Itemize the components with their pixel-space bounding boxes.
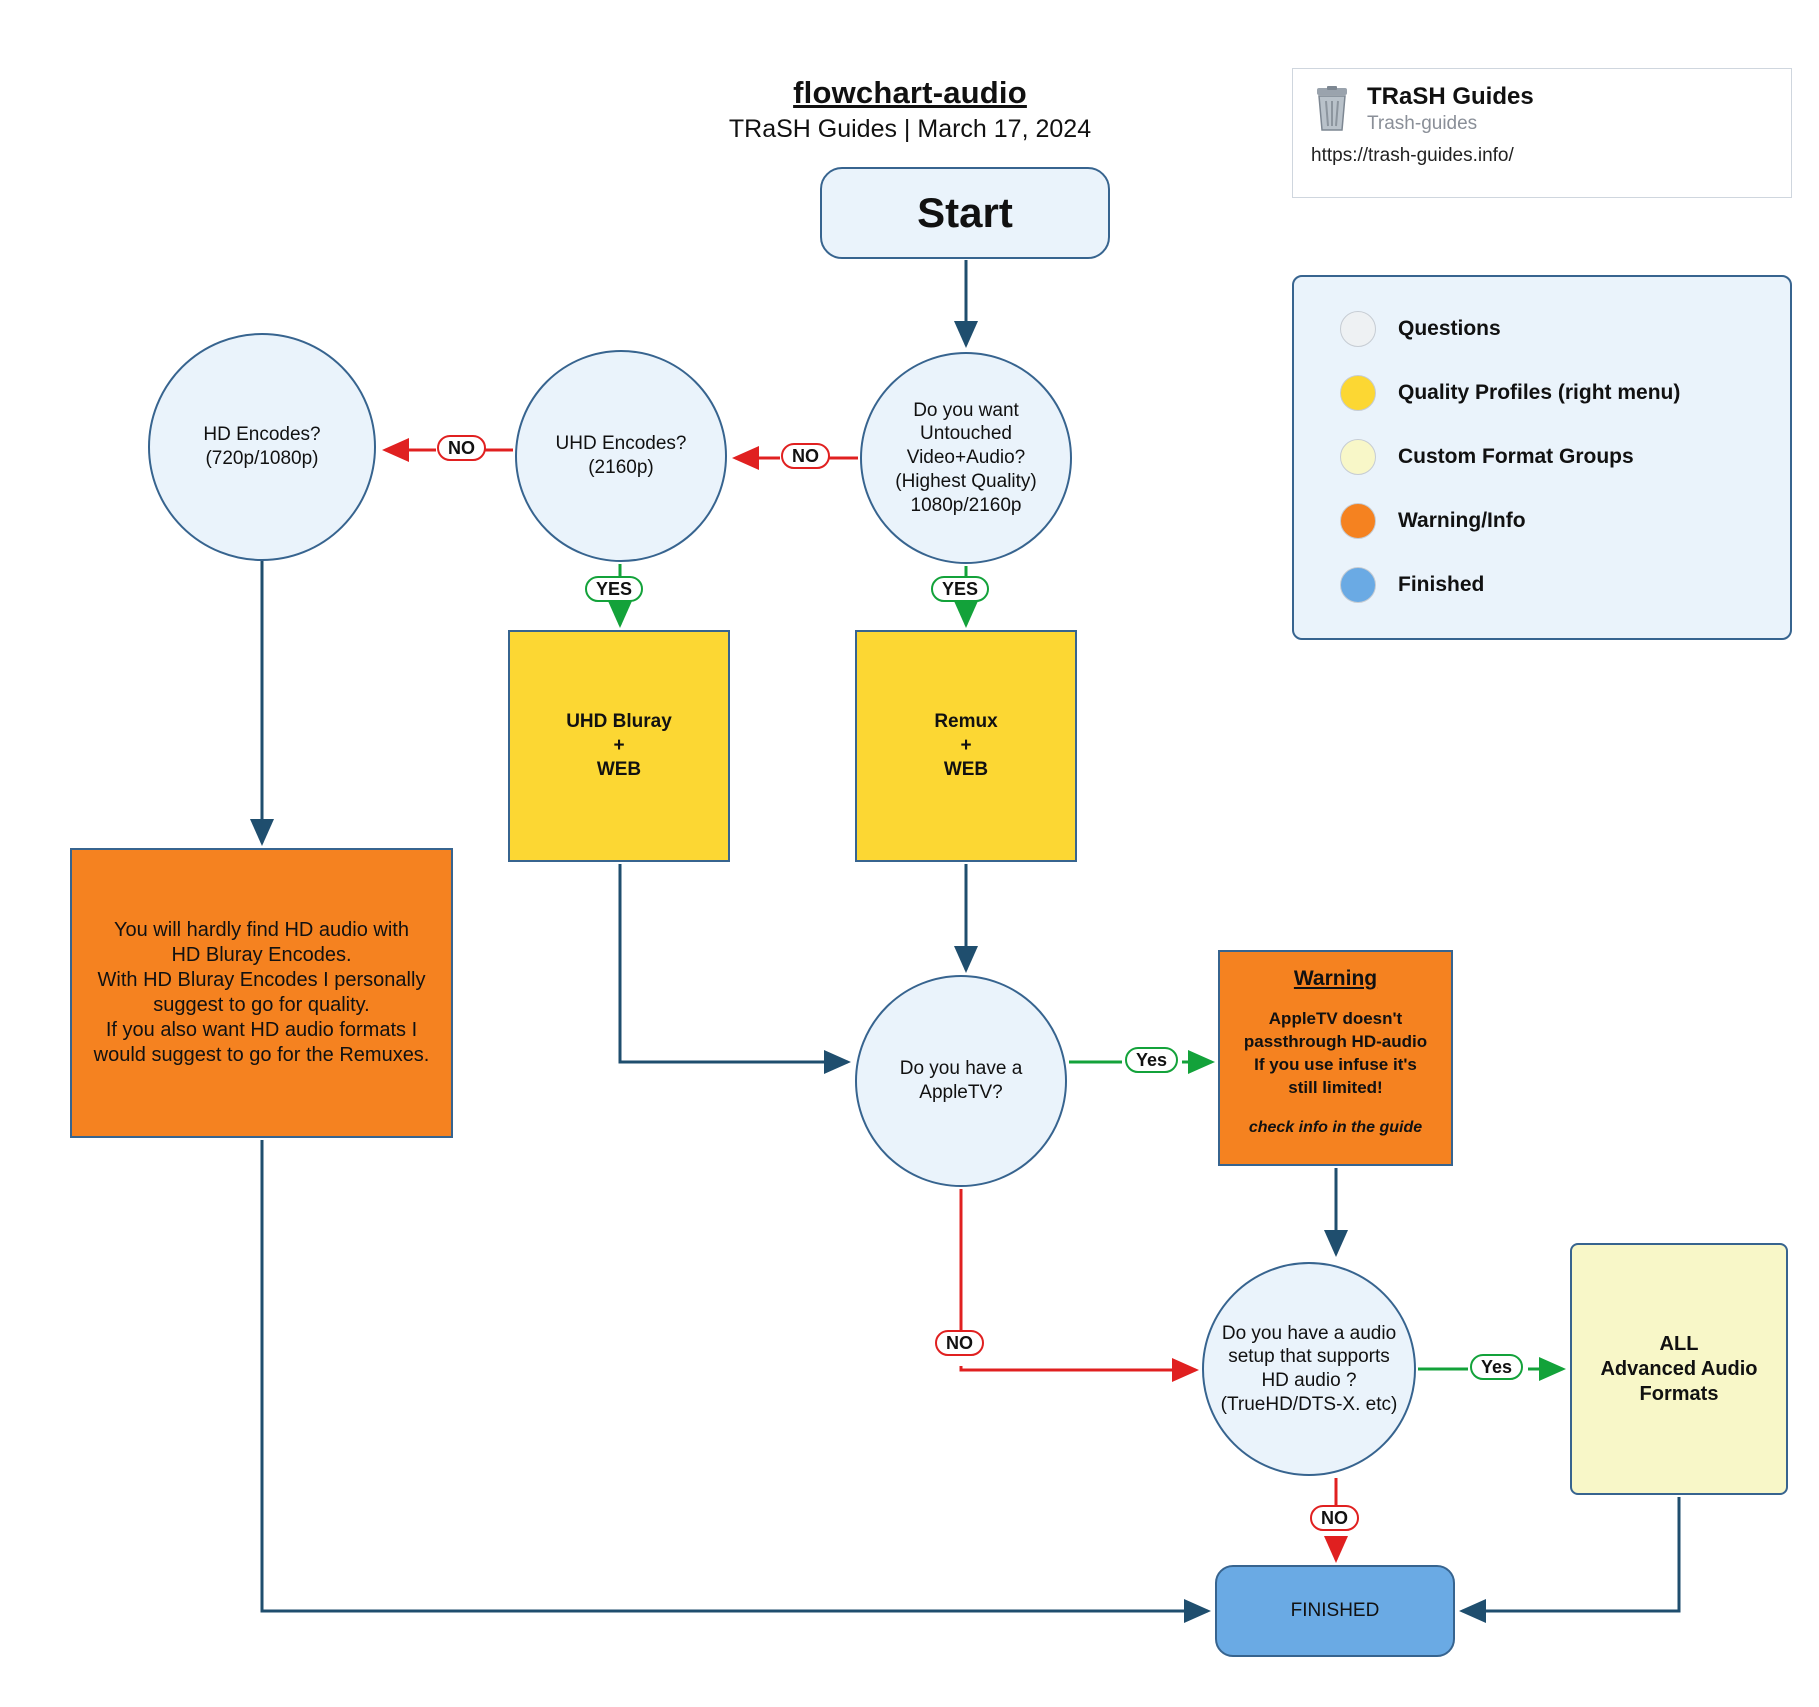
guides-subtitle: Trash-guides bbox=[1367, 113, 1478, 134]
node-profile-uhd-bluray-label: UHD Bluray + WEB bbox=[566, 711, 672, 780]
node-group-all-advanced-audio bbox=[1570, 1243, 1788, 1495]
legend-label-finished: Finished bbox=[1398, 573, 1485, 596]
legend-item-finished bbox=[1340, 567, 1790, 603]
page-title: flowchart-audio bbox=[793, 75, 1027, 110]
edge-label-yes-untouched: YES bbox=[931, 576, 989, 602]
node-warning-title: Warning bbox=[1293, 967, 1378, 990]
edge-label-yes-uhd: YES bbox=[585, 576, 643, 602]
node-question-appletv-label: Do you have a AppleTV? bbox=[899, 1058, 1023, 1103]
node-question-uhd-encodes-label: UHD Encodes? (2160p) bbox=[555, 433, 687, 478]
node-profile-uhd-bluray bbox=[508, 630, 730, 862]
node-warning-note: check info in the guide bbox=[1248, 1119, 1423, 1136]
node-profile-remux bbox=[855, 630, 1077, 862]
legend-swatch-finished bbox=[1340, 567, 1376, 603]
node-info-hd-audio-label: You will hardly find HD audio with HD Bluray Encodes. With HD Bluray Encodes I personally suggest to go for quality. If you also want HD audio formats I would suggest to go for the Remuxes. bbox=[93, 919, 430, 1066]
node-question-untouched bbox=[860, 352, 1072, 564]
guides-card bbox=[1292, 68, 1792, 198]
edge-label-no-audio-setup: NO bbox=[1310, 1505, 1359, 1531]
legend-label-warning-info: Warning/Info bbox=[1398, 509, 1526, 532]
node-finished-label: FINISHED bbox=[1290, 1600, 1380, 1622]
legend-swatch-quality-profiles bbox=[1340, 375, 1376, 411]
legend-card bbox=[1292, 275, 1792, 640]
node-info-hd-audio bbox=[70, 848, 453, 1138]
legend-swatch-custom-format-groups bbox=[1340, 439, 1376, 475]
edge-label-no-appletv: NO bbox=[935, 1330, 984, 1356]
legend-item-quality-profiles bbox=[1340, 375, 1790, 411]
edge-label-no-uhd: NO bbox=[437, 435, 486, 461]
legend-swatch-questions bbox=[1340, 311, 1376, 347]
node-question-audio-setup bbox=[1202, 1262, 1416, 1476]
node-group-all-advanced-audio-label: ALL Advanced Audio Formats bbox=[1600, 1332, 1758, 1405]
page-subtitle: TRaSH Guides | March 17, 2024 bbox=[728, 115, 1092, 143]
trash-can-icon bbox=[1311, 86, 1353, 132]
chart-title-block bbox=[700, 75, 1120, 144]
node-warning-body: AppleTV doesn't passthrough HD-audio If you use infuse it's still limited! bbox=[1243, 1009, 1428, 1098]
node-warning-appletv bbox=[1218, 950, 1453, 1166]
node-start-label: Start bbox=[917, 188, 1013, 236]
node-profile-remux-label: Remux + WEB bbox=[934, 711, 998, 780]
node-start bbox=[820, 167, 1110, 259]
legend-label-questions: Questions bbox=[1398, 317, 1501, 340]
node-question-hd-encodes bbox=[148, 333, 376, 561]
edge-label-yes-audio-setup: Yes bbox=[1470, 1354, 1523, 1380]
edge-label-yes-appletv: Yes bbox=[1125, 1047, 1178, 1073]
node-question-uhd-encodes bbox=[515, 350, 727, 562]
node-finished bbox=[1215, 1565, 1455, 1657]
node-question-hd-encodes-label: HD Encodes? (720p/1080p) bbox=[203, 424, 321, 469]
legend-swatch-warning-info bbox=[1340, 503, 1376, 539]
legend-item-custom-format-groups bbox=[1340, 439, 1790, 475]
node-question-untouched-label: Do you want Untouched Video+Audio? (Highest Quality) 1080p/2160p bbox=[895, 399, 1037, 516]
edge-label-no-untouched: NO bbox=[781, 443, 830, 469]
legend-label-custom-format-groups: Custom Format Groups bbox=[1398, 445, 1634, 468]
guides-url[interactable]: https://trash-guides.info/ bbox=[1311, 145, 1514, 166]
legend-item-questions bbox=[1340, 311, 1790, 347]
guides-title: TRaSH Guides bbox=[1367, 83, 1534, 110]
node-question-appletv bbox=[855, 975, 1067, 1187]
node-question-audio-setup-label: Do you have a audio setup that supports HD audio ? (TrueHD/DTS-X. etc) bbox=[1220, 1322, 1398, 1415]
legend-label-quality-profiles: Quality Profiles (right menu) bbox=[1398, 381, 1681, 404]
legend-item-warning-info bbox=[1340, 503, 1790, 539]
